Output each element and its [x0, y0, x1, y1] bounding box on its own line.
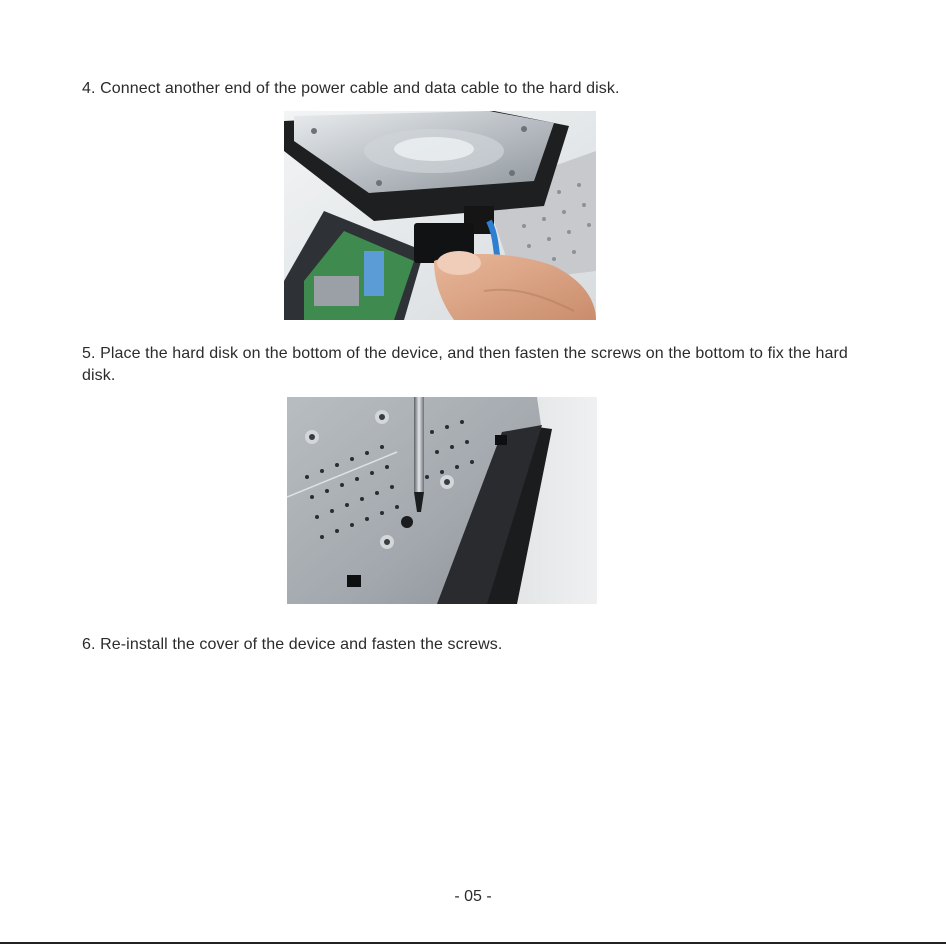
step-6-instruction: 6. Re-install the cover of the device and fasten the screws.	[82, 636, 503, 653]
hard-disk-cable-photo	[284, 111, 596, 320]
page-number: - 05 -	[454, 888, 492, 905]
bottom-divider	[0, 942, 946, 944]
step-5-instruction: 5. Place the hard disk on the bottom of the device, and then fasten the screws on the bottom to fix the hard disk.	[82, 345, 848, 384]
hard-disk-cable-illustration	[284, 111, 596, 320]
screw-fasten-photo	[287, 397, 597, 604]
step-4-instruction: 4. Connect another end of the power cable and data cable to the hard disk.	[82, 80, 620, 97]
screw-fasten-illustration	[287, 397, 597, 604]
